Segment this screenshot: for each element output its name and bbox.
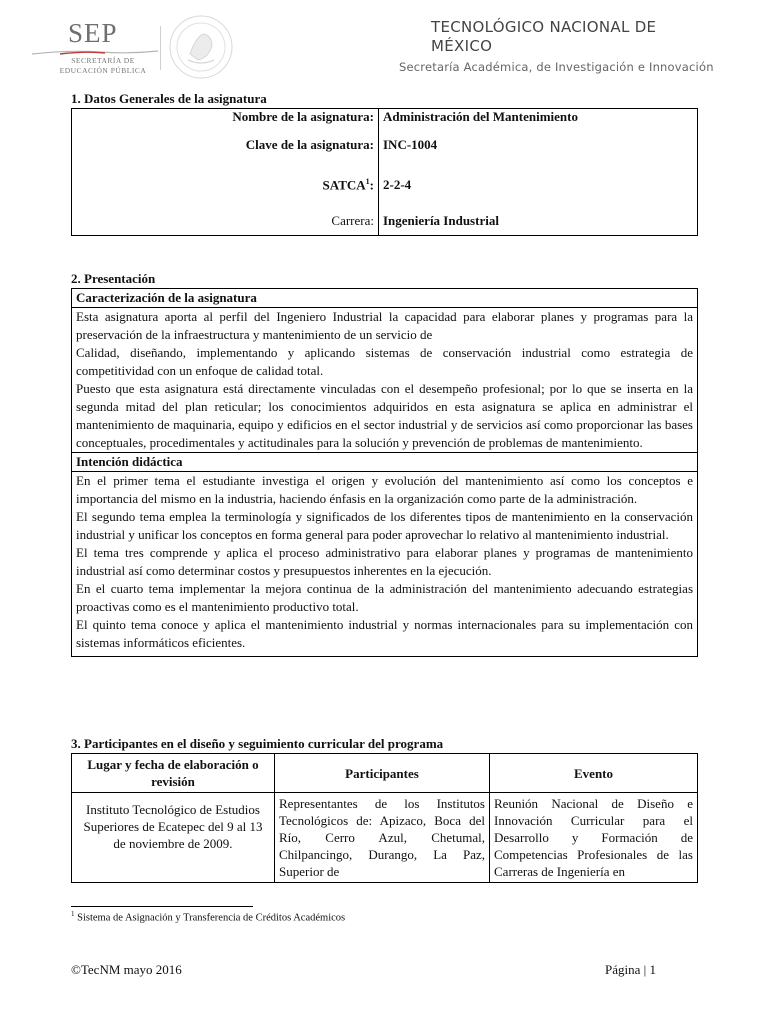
- column-header-place: Lugar y fecha de elaboración o revisión: [72, 754, 275, 793]
- table-row: [72, 453, 698, 472]
- paragraph: El quinto tema conoce y aplica el mantenimiento industrial y normas internacionales para su implementación con sistemas informáticos eficientes.: [76, 617, 693, 650]
- sep-logo: [30, 18, 160, 78]
- paragraph: En el cuarto tema implementar la mejora continua de la administración del mantenimiento adecuando estrategias proactivas como es el mantenimiento productivo total.: [76, 581, 693, 614]
- didactic-intention-heading: Intención didáctica: [72, 453, 698, 472]
- paragraph: El segundo tema emplea la terminología y significados de los diferentes tipos de mantenimiento en la conservación industrial y unificar los conceptos en forma general para poder aprovechar lo relativo al mantenimiento industrial.: [76, 509, 693, 542]
- presentation-table: [71, 288, 698, 657]
- paragraph: En el primer tema el estudiante investiga el origen y evolución del mantenimiento así como los conceptos e importancia del mismo en la industria, haciendo énfasis en la organización como parte de la administración.: [76, 473, 693, 506]
- table-row: [72, 127, 698, 167]
- table-row: [72, 472, 698, 657]
- logo-divider: [160, 26, 161, 70]
- subject-name-value: Administración del Mantenimiento: [379, 109, 698, 128]
- general-data-table: [71, 108, 698, 236]
- place-date-cell: Instituto Tecnológico de Estudios Superiores de Ecatepec del 9 al 13 de noviembre de 2009.: [72, 793, 275, 883]
- subject-key-label: Clave de la asignatura:: [72, 127, 379, 167]
- paragraph: Calidad, diseñando, implementando y aplicando sistemas de conservación industrial como estrategia de competitividad con un enfoque de calidad total.: [76, 345, 693, 378]
- table-row: [72, 167, 698, 205]
- sep-wordmark: SEP: [68, 18, 118, 48]
- subject-name-label: Nombre de la asignatura:: [72, 109, 379, 128]
- section-3-title: 3. Participantes en el diseño y seguimiento curricular del programa: [71, 736, 444, 751]
- footnote-text: Sistema de Asignación y Transferencia de Créditos Académicos: [77, 912, 346, 924]
- footnote-mark: 1: [71, 910, 75, 918]
- sep-subtitle-line-2: EDUCACIÓN PÚBLICA: [59, 66, 147, 75]
- paragraph: El tema tres comprende y aplica el proceso administrativo para elaborar planes y programas de mantenimiento industrial así como determinar costos y presupuestos inherentes en la ejecución.: [76, 545, 693, 578]
- characterization-heading: Caracterización de la asignatura: [72, 289, 698, 308]
- footer-copyright: ©TecNM mayo 2016: [71, 962, 182, 977]
- table-row: [72, 289, 698, 308]
- career-value: Ingeniería Industrial: [379, 205, 698, 236]
- mexico-seal-icon: [168, 14, 234, 80]
- table-header-row: [72, 754, 698, 793]
- didactic-intention-text: [72, 472, 698, 657]
- sep-subtitle: [48, 56, 158, 76]
- sep-subtitle-line-1: SECRETARÍA DE: [71, 56, 135, 65]
- institution-title-line-1: TECNOLÓGICO NACIONAL DE: [431, 18, 657, 36]
- satca-value: 2-2-4: [379, 167, 698, 205]
- section-2-title: 2. Presentación: [71, 271, 156, 286]
- section-1-title: 1. Datos Generales de la asignatura: [71, 91, 267, 106]
- satca-footnote-mark: 1: [365, 177, 370, 186]
- satca-label: [72, 167, 379, 205]
- table-row: [72, 109, 698, 128]
- institution-title-line-2: MÉXICO: [431, 37, 493, 55]
- institution-subtitle: Secretaría Académica, de Investigación e Innovación: [399, 60, 714, 74]
- satca-label-colon: :: [369, 177, 374, 193]
- event-cell: Reunión Nacional de Diseño e Innovación Curricular para el Desarrollo y Formación de Competencias Profesionales de las Carreras de Ingeniería en: [490, 793, 698, 883]
- column-header-event: Evento: [490, 754, 698, 793]
- table-row: [72, 205, 698, 236]
- characterization-text: [72, 308, 698, 453]
- participants-table: [71, 753, 698, 883]
- institution-title: [431, 18, 731, 56]
- participants-cell: Representantes de los Institutos Tecnológicos de: Apizaco, Boca del Río, Cerro Azul, Chetumal, Chilpancingo, Durango, La Paz, Superior de: [275, 793, 490, 883]
- paragraph: Esta asignatura aporta al perfil del Ingeniero Industrial la capacidad para elaborar planes y programas para la preservación de la infraestructura y mantenimiento de un servicio de: [76, 309, 693, 342]
- table-row: [72, 793, 698, 883]
- column-header-participants: Participantes: [275, 754, 490, 793]
- career-label: Carrera:: [72, 205, 379, 236]
- paragraph: Puesto que esta asignatura está directamente vinculadas con el desempeño profesional; por lo que se inserta en la segunda mitad del plan reticular; los conocimientos adquiridos en esta asignatura se aplica en administrar el mantenimiento de maquinaria, equipo y edificios en el sector industrial y de servicios así como proporcionar las bases conceptuales, procedimentales y actitudinales para la solución y prevención de problemas de mantenimiento.: [76, 381, 693, 450]
- footnote: [71, 910, 345, 924]
- satca-label-text: SATCA: [322, 177, 366, 193]
- footer-page-number: Página | 1: [605, 962, 656, 977]
- subject-key-value: INC-1004: [379, 127, 698, 167]
- footnote-divider: [71, 906, 253, 907]
- table-row: [72, 308, 698, 453]
- document-header: [0, 0, 768, 90]
